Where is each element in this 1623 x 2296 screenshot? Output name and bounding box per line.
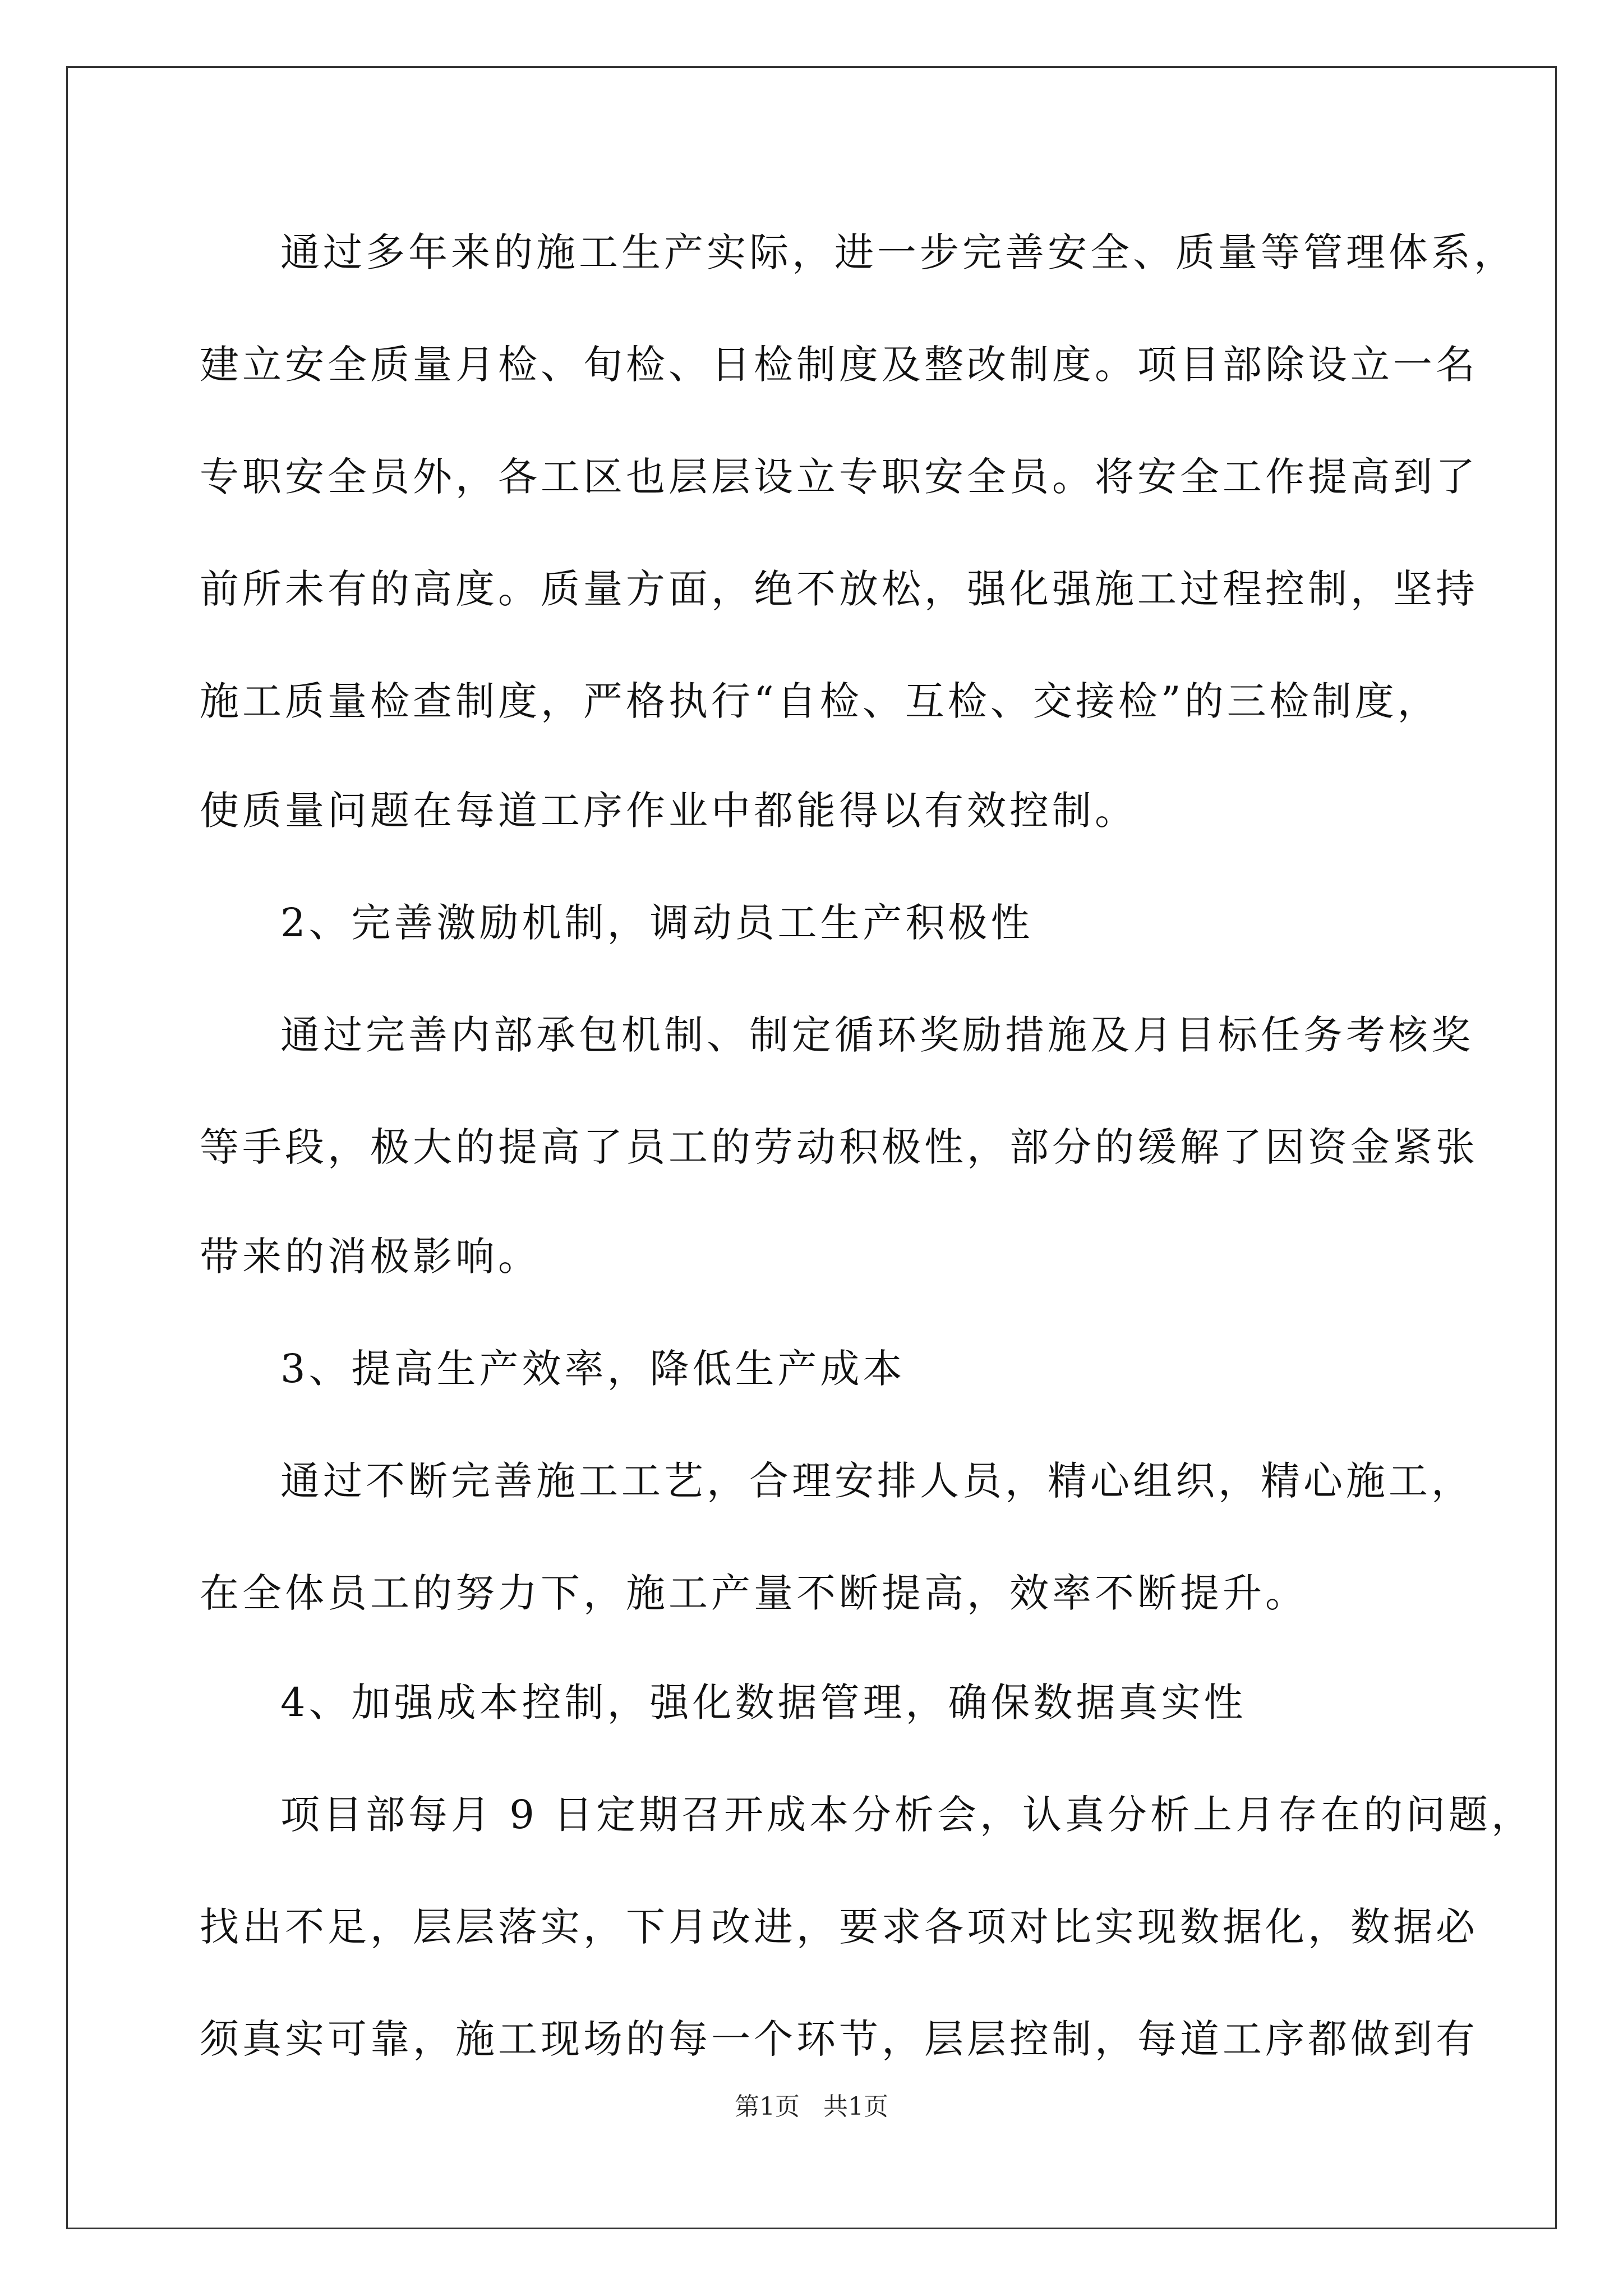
page-number-footer: 第1页 共1页 — [735, 2092, 888, 2121]
paragraph-line: 通过不断完善施工工艺，合理安排人员，精心组织，精心施工， — [280, 1458, 1474, 1504]
paragraph-line: 带来的消极影响。 — [200, 1234, 541, 1280]
paragraph-line: 须真实可靠，施工现场的每一个环节，层层控制，每道工序都做到有 — [200, 2016, 1478, 2062]
section-heading: 2、完善激励机制，调动员工生产积极性 — [280, 900, 1034, 946]
paragraph-line: 前所未有的高度。质量方面，绝不放松，强化强施工过程控制，坚持 — [200, 566, 1478, 612]
paragraph-line: 建立安全质量月检、旬检、日检制度及整改制度。项目部除设立一名 — [200, 342, 1478, 388]
paragraph-line: 项目部每月 9 日定期召开成本分析会，认真分析上月存在的问题， — [280, 1792, 1534, 1838]
paragraph-line: 施工质量检查制度，严格执行“自检、互检、交接检”的三检制度， — [200, 678, 1440, 724]
paragraph-line: 专职安全员外，各工区也层层设立专职安全员。将安全工作提高到了 — [200, 454, 1478, 500]
paragraph-line: 在全体员工的努力下，施工产量不断提高，效率不断提升。 — [200, 1570, 1308, 1616]
paragraph-line: 等手段，极大的提高了员工的劳动积极性，部分的缓解了因资金紧张 — [200, 1124, 1478, 1170]
paragraph-line: 通过多年来的施工生产实际，进一步完善安全、质量等管理体系， — [280, 229, 1516, 275]
paragraph-line: 使质量问题在每道工序作业中都能得以有效控制。 — [200, 788, 1137, 834]
paragraph-line: 找出不足，层层落实，下月改进，要求各项对比实现数据化，数据必 — [200, 1904, 1478, 1950]
section-heading: 4、加强成本控制，强化数据管理，确保数据真实性 — [280, 1680, 1247, 1726]
paragraph-line: 通过完善内部承包机制、制定循环奖励措施及月目标任务考核奖 — [280, 1012, 1474, 1058]
section-heading: 3、提高生产效率，降低生产成本 — [280, 1346, 906, 1392]
